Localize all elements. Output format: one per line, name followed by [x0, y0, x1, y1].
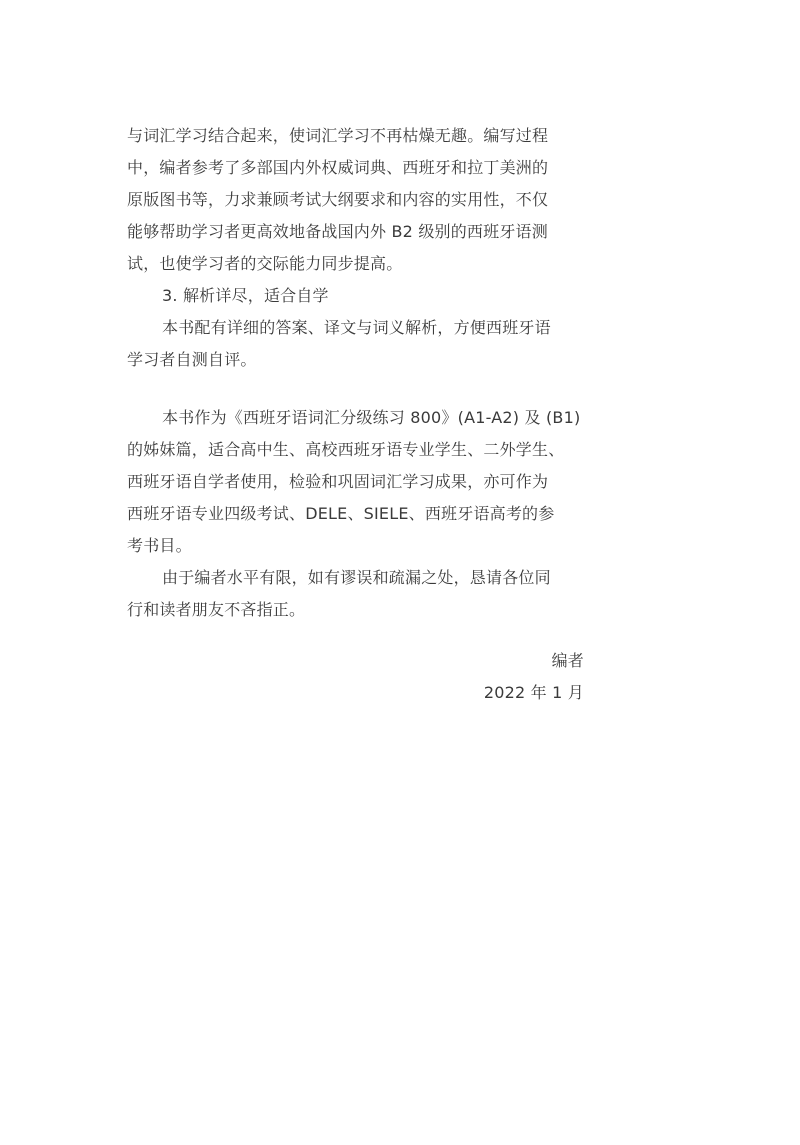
text-line: 由于编者水平有限，如有谬误和疏漏之处，恳请各位同 [162, 568, 551, 587]
author-signature: 编者 [551, 651, 584, 670]
text-line: 能够帮助学习者更高效地备战国内外 B2 级别的西班牙语测 [127, 222, 548, 241]
signature-date: 2022 年 1 月 [483, 683, 584, 702]
paragraph-audience [127, 402, 587, 562]
text-line: 的姊妹篇，适合高中生、高校西班牙语专业学生、二外学生、 [127, 440, 565, 459]
text-line: 本书配有详细的答案、译文与词义解析，方便西班牙语 [162, 318, 551, 337]
paragraph-textbook-features [127, 120, 587, 280]
paragraph-acknowledgement [127, 562, 587, 626]
text-line: 试，也使学习者的交际能力同步提高。 [127, 254, 403, 273]
section-heading: 3. 解析详尽，适合自学 [162, 286, 329, 305]
paragraph-spacer [127, 376, 587, 402]
signature-block [380, 645, 584, 709]
text-line: 本书作为《西班牙语词汇分级练习 800》(A1-A2) 及 (B1) [162, 408, 581, 427]
text-line: 考书目。 [127, 536, 192, 555]
text-line: 西班牙语专业四级考试、DELE、SIELE、西班牙语高考的参 [127, 504, 555, 523]
text-line: 西班牙语自学者使用，检验和巩固词汇学习成果，亦可作为 [127, 472, 549, 491]
paragraph-self-study [127, 312, 587, 376]
text-line: 行和读者朋友不吝指正。 [127, 600, 306, 619]
text-line: 与词汇学习结合起来，使词汇学习不再枯燥无趣。编写过程 [127, 126, 549, 145]
text-line: 学习者自测自评。 [127, 350, 257, 369]
text-line: 中，编者参考了多部国内外权威词典、西班牙和拉丁美洲的 [127, 158, 549, 177]
body-text [127, 120, 587, 626]
text-line: 原版图书等，力求兼顾考试大纲要求和内容的实用性，不仅 [127, 190, 549, 209]
